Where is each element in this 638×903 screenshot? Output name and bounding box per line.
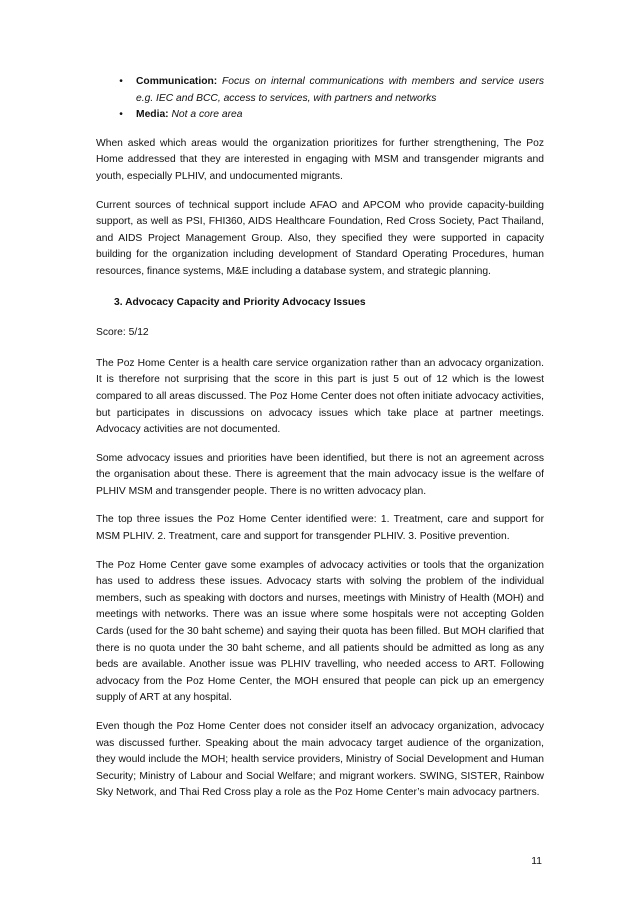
bullet-text: Not a core area [171,109,243,121]
bullet-text: Focus on internal communications with members and service users e.g. IEC and BCC, access to services, with partners and networks [136,76,544,104]
bullet-icon: • [119,76,123,87]
paragraph-advocacy-issues: Some advocacy issues and priorities have been identified, but there is not an agreement across the organisation about these. There is agreement that the main advocacy issue is the welfare of PLHIV MSM and transgender people. There is no written advocacy plan. [96,452,544,497]
paragraph-priorities: When asked which areas would the organization prioritizes for further strengthening, The Poz Home addressed that they are interested in engaging with MSM and transgender migrants and youth, especially PLHIV, and undocumented migrants. [96,137,544,182]
page-number: 11 [531,856,542,867]
bullet-icon: • [119,109,123,121]
page-content [96,74,544,802]
score-line: Score: 5/12 [96,327,149,339]
paragraph-technical-support: Current sources of technical support include AFAO and APCOM who provide capacity-building support, as well as PSI, FHI360, AIDS Healthcare Foundation, Red Cross Society, Pact Thailand, and AIDS Project Management Group. Also, they specified they were supported in capacity building for the organization including development of Standard Operating Procedures, human resources, finance systems, M&E including a database system, and strategic planning. [96,199,544,277]
paragraph-organization-type: The Poz Home Center is a health care service organization rather than an advocacy organization. It is therefore not surprising that the score in this part is just 5 out of 12 which is the lowest compared to all areas discussed. The Poz Home Center does not often initiate advocacy activities, but participates in discussions on advocacy issues which take place at partner meetings. Advocacy activities are not documented. [96,357,544,436]
bullet-label: Communication: [136,76,218,87]
paragraph-target-audience: Even though the Poz Home Center does not consider itself an advocacy organization, advocacy was discussed further. Speaking about the main advocacy target audience of the organization, they would include the MOH; health service providers, Ministry of Social Development and Human Security; Ministry of Labour and Social Welfare; and migrant workers. SWING, SISTER, Rainbow Sky Network, and Thai Red Cross play a role as the Poz Home Center’s main advocacy partners. [96,721,544,799]
bullet-list [96,74,544,124]
bullet-media [96,107,544,124]
bullet-label: Media: [136,109,169,121]
paragraph-top-issues: The top three issues the Poz Home Center identified were: 1. Treatment, care and support for MSM PLHIV. 2. Treatment, care and support for transgender PLHIV. 3. Positive prevention. [96,514,544,543]
paragraph-examples: The Poz Home Center gave some examples of advocacy activities or tools that the organization has used to address these issues. Advocacy starts with solving the problem of the individual members, such as speaking with doctors and nurses, meetings with Ministry of Health (MOH) and meetings with networks. There was an issue where some hospitals were not accepting Golden Cards (used for the 30 baht scheme) and saying their quota has been filled. But MOH clarified that there is no quota under the 30 baht scheme, and all patients should be admitted as long as any beds are available. Another issue was PLHIV travelling, who needed access to ART. Following advocacy from the Poz Home Center, the MOH ensured that people can pick up an emergency supply of ART at any hospital. [96,559,544,704]
bullet-communication [96,74,544,107]
section-heading: 3. Advocacy Capacity and Priority Advocacy Issues [114,296,366,308]
